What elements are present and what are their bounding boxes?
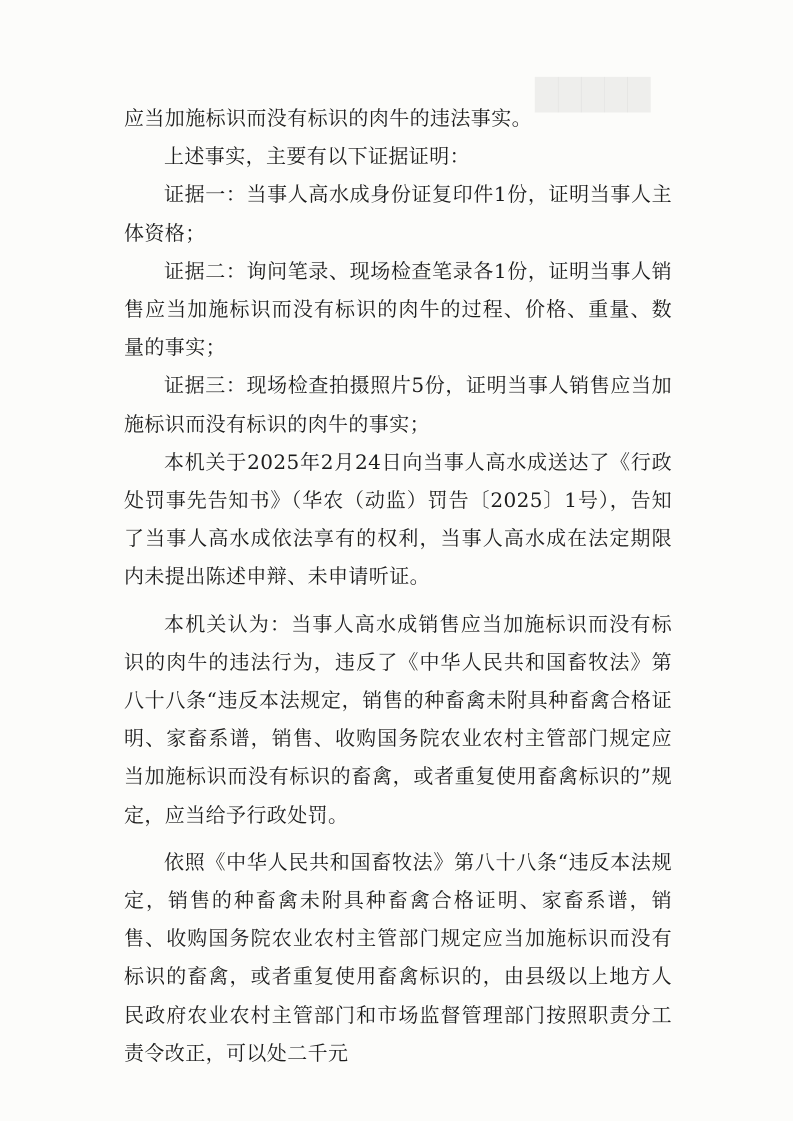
paragraph-2: 上述事实，主要有以下证据证明：: [164, 144, 470, 169]
paragraph-3: 证据一：当事人高水成身份证复印件1份，证明当事人主体资格；: [124, 182, 672, 245]
document-page: █████ 应当加施标识而没有标识的肉牛的违法事实。 上述事实，主要有以下证据证明： 证据一：当事人高水成身份证复印件1份，证明当事人主体资格； 证据二：询问笔录、现场检查笔录各1份，证明当事人销售应当加施标识而没有标识的肉牛的过程、价格、重量、数量的事实； 证据三：现场检查拍摄照片5份，证明当事人销售应当加施标识而没有标识的肉牛的事实； 本机关于2025年2月24日向当事人高水成送达了《行政处罚事先告知书》（华农（动监）罚告〔2025〕1号），告知了当事人高水成依法享有的权利，当事人高水成在法定期限内未提出陈述申辩、未申请听证。 本机关认为：当事人高水成销售应当加施标识而没有标识的肉牛的违法行为，违反了《中华人民共和国畜牧法》第八十八条“违反本法规定，销售的种畜禽未附具种畜禽合格证明、家畜系谱，销售、收购国务院农业农村主管部门规定应当加施标识而没有标识的畜禽，或者重复使用畜禽标识的”规定，应当给予行政处罚。 依照《中华人民共和国畜牧法》第八十八条“违反本法规定，销售的种畜禽未附具种畜禽合格证明、家畜系谱，销售、收购国务院农业农村主管部门规定应当加施标识而没有标识的畜禽，或者重复使用畜禽标识的，由县级以上地方人民政府农业农村主管部门和市场监督管理部门按照职责分工责令改正，可以处二千元: [0, 0, 793, 1121]
paragraph-8: 依照《中华人民共和国畜牧法》第八十八条“违反本法规定，销售的种畜禽未附具种畜禽合格证明、家畜系谱，销售、收购国务院农业农村主管部门规定应当加施标识而没有标识的畜禽，或者重复使用畜禽标识的，由县级以上地方人民政府农业农村主管部门和市场监督管理部门按照职责分工责令改正，可以处二千元: [124, 849, 672, 1065]
paragraph-5: 证据三：现场检查拍摄照片5份，证明当事人销售应当加施标识而没有标识的肉牛的事实；: [124, 373, 672, 436]
paragraph-1: 应当加施标识而没有标识的肉牛的违法事实。: [124, 106, 532, 130]
paragraph-4: 证据二：询问笔录、现场检查笔录各1份，证明当事人销售应当加施标识而没有标识的肉牛的过程、价格、重量、数量的事实；: [124, 258, 672, 360]
document-body: [124, 99, 672, 1072]
paragraph-7: 本机关认为：当事人高水成销售应当加施标识而没有标识的肉牛的违法行为，违反了《中华人民共和国畜牧法》第八十八条“违反本法规定，销售的种畜禽未附具种畜禽合格证明、家畜系谱，销售、收购国务院农业农村主管部门规定应当加施标识而没有标识的畜禽，或者重复使用畜禽标识的”规定，应当给予行政处罚。: [124, 611, 672, 827]
paragraph-6: 本机关于2025年2月24日向当事人高水成送达了《行政处罚事先告知书》（华农（动监）罚告〔2025〕1号），告知了当事人高水成依法享有的权利，当事人高水成在法定期限内未提出陈述申辩、未申请听证。: [124, 449, 672, 589]
